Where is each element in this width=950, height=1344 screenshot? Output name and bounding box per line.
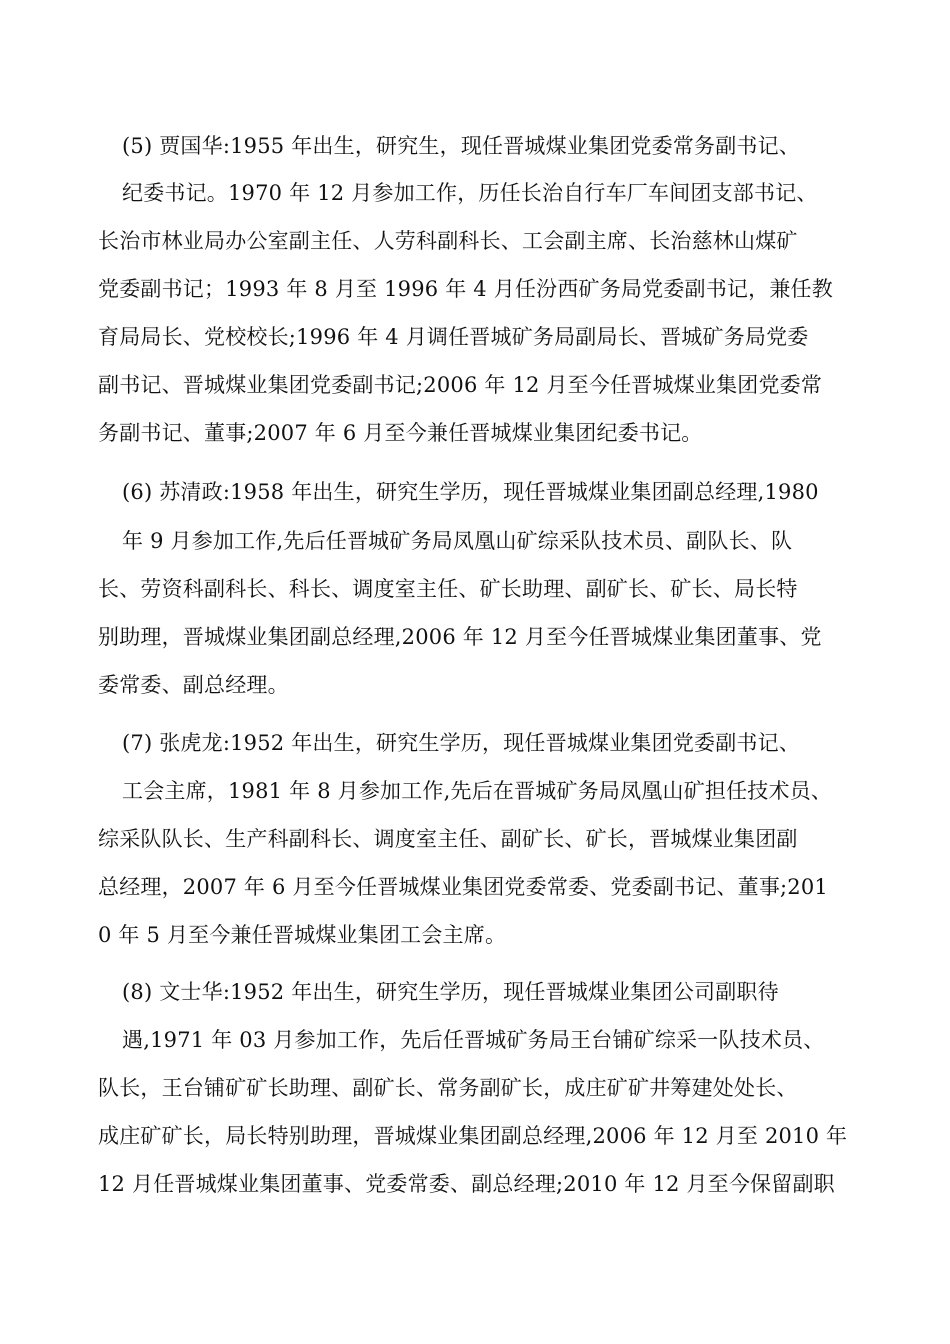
paragraph-6-line-5: 委常委、副总经理。 <box>98 673 289 697</box>
paragraph-5-line-7: 务副书记、董事;2007 年 6 月至今兼任晋城煤业集团纪委书记。 <box>98 421 703 445</box>
paragraph-6-line-4: 别助理，晋城煤业集团副总经理,2006 年 12 月至今任晋城煤业集团董事、党 <box>98 625 822 649</box>
paragraph-6-line-2: 年 9 月参加工作,先后任晋城矿务局凤凰山矿综采队技术员、副队长、队 <box>122 529 793 553</box>
paragraph-5-line-3: 长治市林业局办公室副主任、人劳科副科长、工会副主席、长治慈林山煤矿 <box>98 229 798 253</box>
paragraph-8-line-1: (8) 文士华:1952 年出生，研究生学历，现任晋城煤业集团公司副职待 <box>122 980 779 1004</box>
paragraph-7-line-2: 工会主席，1981 年 8 月参加工作,先后在晋城矿务局凤凰山矿担任技术员、 <box>122 779 833 803</box>
paragraph-7-line-1: (7) 张虎龙:1952 年出生，研究生学历，现任晋城煤业集团党委副书记、 <box>122 731 801 755</box>
paragraph-6-line-3: 长、劳资科副科长、科长、调度室主任、矿长助理、副矿长、矿长、局长特 <box>98 577 798 601</box>
paragraph-5-line-6: 副书记、晋城煤业集团党委副书记;2006 年 12 月至今任晋城煤业集团党委常 <box>98 373 823 397</box>
paragraph-7-line-3: 综采队队长、生产科副科长、调度室主任、副矿长、矿长，晋城煤业集团副 <box>98 827 798 851</box>
paragraph-5-line-5: 育局局长、党校校长;1996 年 4 月调任晋城矿务局副局长、晋城矿务局党委 <box>98 325 809 349</box>
paragraph-7-line-4: 总经理，2007 年 6 月至今任晋城煤业集团党委常委、党委副书记、董事;201 <box>98 875 828 899</box>
paragraph-5-line-2: 纪委书记。1970 年 12 月参加工作，历任长治自行车厂车间团支部书记、 <box>122 181 818 205</box>
paragraph-5-line-4: 党委副书记；1993 年 8 月至 1996 年 4 月任汾西矿务局党委副书记，兼任教 <box>98 277 833 301</box>
paragraph-8-line-3: 队长，王台铺矿矿长助理、副矿长、常务副矿长，成庄矿矿井筹建处处长、 <box>98 1076 798 1100</box>
paragraph-5-line-1: (5) 贾国华:1955 年出生，研究生，现任晋城煤业集团党委常务副书记、 <box>122 134 801 158</box>
paragraph-7-line-5: 0 年 5 月至今兼任晋城煤业集团工会主席。 <box>98 923 507 947</box>
paragraph-8-line-2: 遇,1971 年 03 月参加工作，先后任晋城矿务局王台铺矿综采一队技术员、 <box>122 1028 825 1052</box>
paragraph-8-line-4: 成庄矿矿长，局长特别助理，晋城煤业集团副总经理,2006 年 12 月至 2010 年 <box>98 1124 848 1148</box>
paragraph-6-line-1: (6) 苏清政:1958 年出生，研究生学历，现任晋城煤业集团副总经理,1980 <box>122 480 819 504</box>
paragraph-8-line-5: 12 月任晋城煤业集团董事、党委常委、副总经理;2010 年 12 月至今保留副职 <box>98 1172 835 1196</box>
